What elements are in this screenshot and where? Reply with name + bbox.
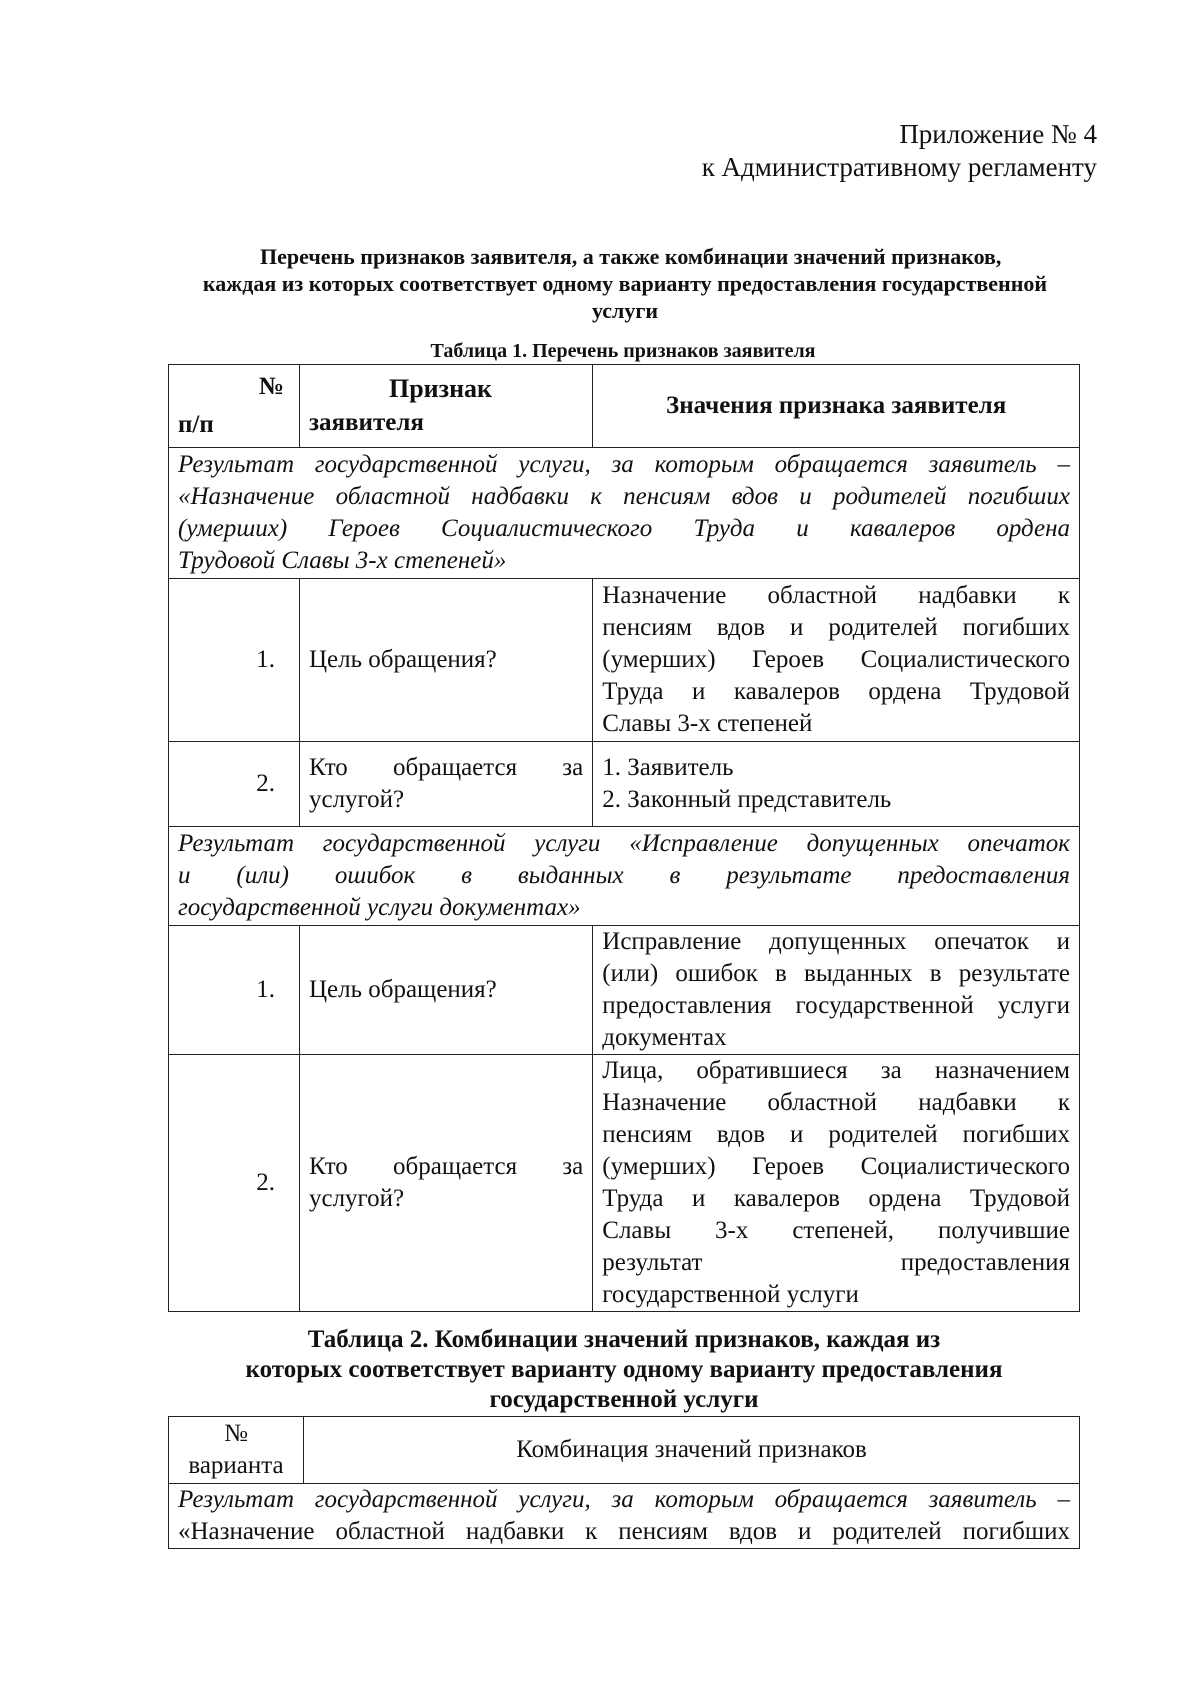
title-line-1: Перечень признаков заявителя, а также комбинации значений признаков, xyxy=(260,244,1002,269)
table2-result-line: «Назначение областной надбавки к пенсиям вдов и родителей погибших xyxy=(178,1518,1070,1545)
title-line-3: услуги xyxy=(591,298,659,323)
table2-caption xyxy=(168,1325,1080,1415)
row-values xyxy=(593,579,1080,742)
table1-caption: Таблица 1. Перечень признаков заявителя xyxy=(430,340,816,362)
row-number: 1. xyxy=(169,579,300,742)
document-title xyxy=(150,243,1100,324)
table-row xyxy=(169,579,1080,742)
table-row xyxy=(169,742,1080,827)
table-row xyxy=(169,1055,1080,1312)
value-line: Лица, обратившиеся за назначением xyxy=(602,1057,1070,1084)
table1-header-row xyxy=(169,365,1080,448)
table-row xyxy=(169,926,1080,1055)
appendix-line-2: к Административному регламенту xyxy=(701,152,1097,182)
row-values xyxy=(593,742,1080,827)
value-line: Славы 3-х степеней xyxy=(602,710,813,737)
value-line: государственной услуги xyxy=(602,1281,859,1308)
header-values: Значения признака заявителя xyxy=(593,365,1080,448)
attribute-line: Кто обращается за xyxy=(308,754,584,781)
value-line: Труда и кавалеров ордена Трудовой xyxy=(602,1185,1070,1212)
header-number xyxy=(169,365,300,448)
section2-result-line: Результат государственной услуги «Исправление допущенных опечаток xyxy=(178,830,1070,857)
section2-result-line: государственной услуги документах» xyxy=(178,894,581,921)
value-line: результат предоставления xyxy=(602,1249,1070,1276)
attribute-combinations-table xyxy=(168,1416,1080,1549)
row-number: 2. xyxy=(169,742,300,827)
row-attribute xyxy=(299,742,592,827)
row-attribute: Цель обращения? xyxy=(299,579,592,742)
table2-section1-result-text xyxy=(169,1484,1080,1549)
section1-result-line: Трудовой Славы 3-х степеней» xyxy=(178,547,507,574)
row-number: 2. xyxy=(169,1055,300,1312)
value-line: Славы 3-х степеней, получившие xyxy=(602,1217,1070,1244)
value-line: (или) ошибок в выданных в результате xyxy=(602,960,1070,987)
value-line: Назначение областной надбавки к xyxy=(602,582,1070,609)
row-values xyxy=(593,926,1080,1055)
section2-result-line: и (или) ошибок в выданных в результате предоставления xyxy=(178,862,1070,889)
header-variant-sign: № xyxy=(224,1420,248,1447)
value-line: Труда и кавалеров ордена Трудовой xyxy=(602,678,1070,705)
table2-section1-result-row xyxy=(169,1484,1080,1549)
table2-caption-line-3: государственной услуги xyxy=(489,1386,759,1413)
value-line: документах xyxy=(602,1024,727,1051)
row-attribute xyxy=(299,1055,592,1312)
table2-caption-line-2: которых соответствует варианту одному варианту предоставления xyxy=(245,1356,1003,1383)
appendix-line-1: Приложение № 4 xyxy=(899,119,1097,149)
section2-result-text xyxy=(169,827,1080,926)
value-line: 1. Заявитель xyxy=(602,754,734,781)
row-number: 1. xyxy=(169,926,300,1055)
row-attribute: Цель обращения? xyxy=(299,926,592,1055)
section1-result-text xyxy=(169,448,1080,579)
header-variant-number xyxy=(169,1417,304,1484)
value-line: пенсиям вдов и родителей погибших xyxy=(602,1121,1070,1148)
attribute-line: услугой? xyxy=(308,786,405,813)
attribute-line: Кто обращается за xyxy=(308,1153,584,1180)
appendix-reference xyxy=(702,118,1097,184)
attribute-line: услугой? xyxy=(308,1185,405,1212)
value-line: Исправление допущенных опечаток и xyxy=(602,928,1070,955)
header-attribute xyxy=(299,365,592,448)
value-line: 2. Законный представитель xyxy=(602,786,892,813)
value-line: Назначение областной надбавки к xyxy=(602,1089,1070,1116)
table2-caption-line-1: Таблица 2. Комбинации значений признаков, каждая из xyxy=(307,1326,941,1353)
header-variant-label: варианта xyxy=(188,1452,284,1479)
value-line: пенсиям вдов и родителей погибших xyxy=(602,614,1070,641)
section1-result-line: (умерших) Героев Социалистического Труда и кавалеров ордена xyxy=(178,515,1070,542)
header-attribute-line-2: заявителя xyxy=(308,409,424,436)
value-line: предоставления государственной услуги xyxy=(602,992,1070,1019)
title-line-2: каждая из которых соответствует одному варианту предоставления государственной xyxy=(202,271,1048,296)
section1-result-line: Результат государственной услуги, за которым обращается заявитель – xyxy=(178,451,1070,478)
header-combination: Комбинация значений признаков xyxy=(304,1417,1080,1484)
section2-result-row xyxy=(169,827,1080,926)
value-line: (умерших) Героев Социалистического xyxy=(602,1153,1070,1180)
header-number-sign: № xyxy=(258,373,284,400)
section1-result-row xyxy=(169,448,1080,579)
section1-result-line: «Назначение областной надбавки к пенсиям вдов и родителей погибших xyxy=(178,483,1070,510)
value-line: (умерших) Героев Социалистического xyxy=(602,646,1070,673)
applicant-attributes-table xyxy=(168,364,1080,1312)
table2-header-row xyxy=(169,1417,1080,1484)
table2-result-line: Результат государственной услуги, за которым обращается заявитель – xyxy=(178,1486,1070,1513)
header-attribute-line-1: Признак xyxy=(388,374,493,403)
row-values xyxy=(593,1055,1080,1312)
header-number-pp: п/п xyxy=(178,411,214,438)
